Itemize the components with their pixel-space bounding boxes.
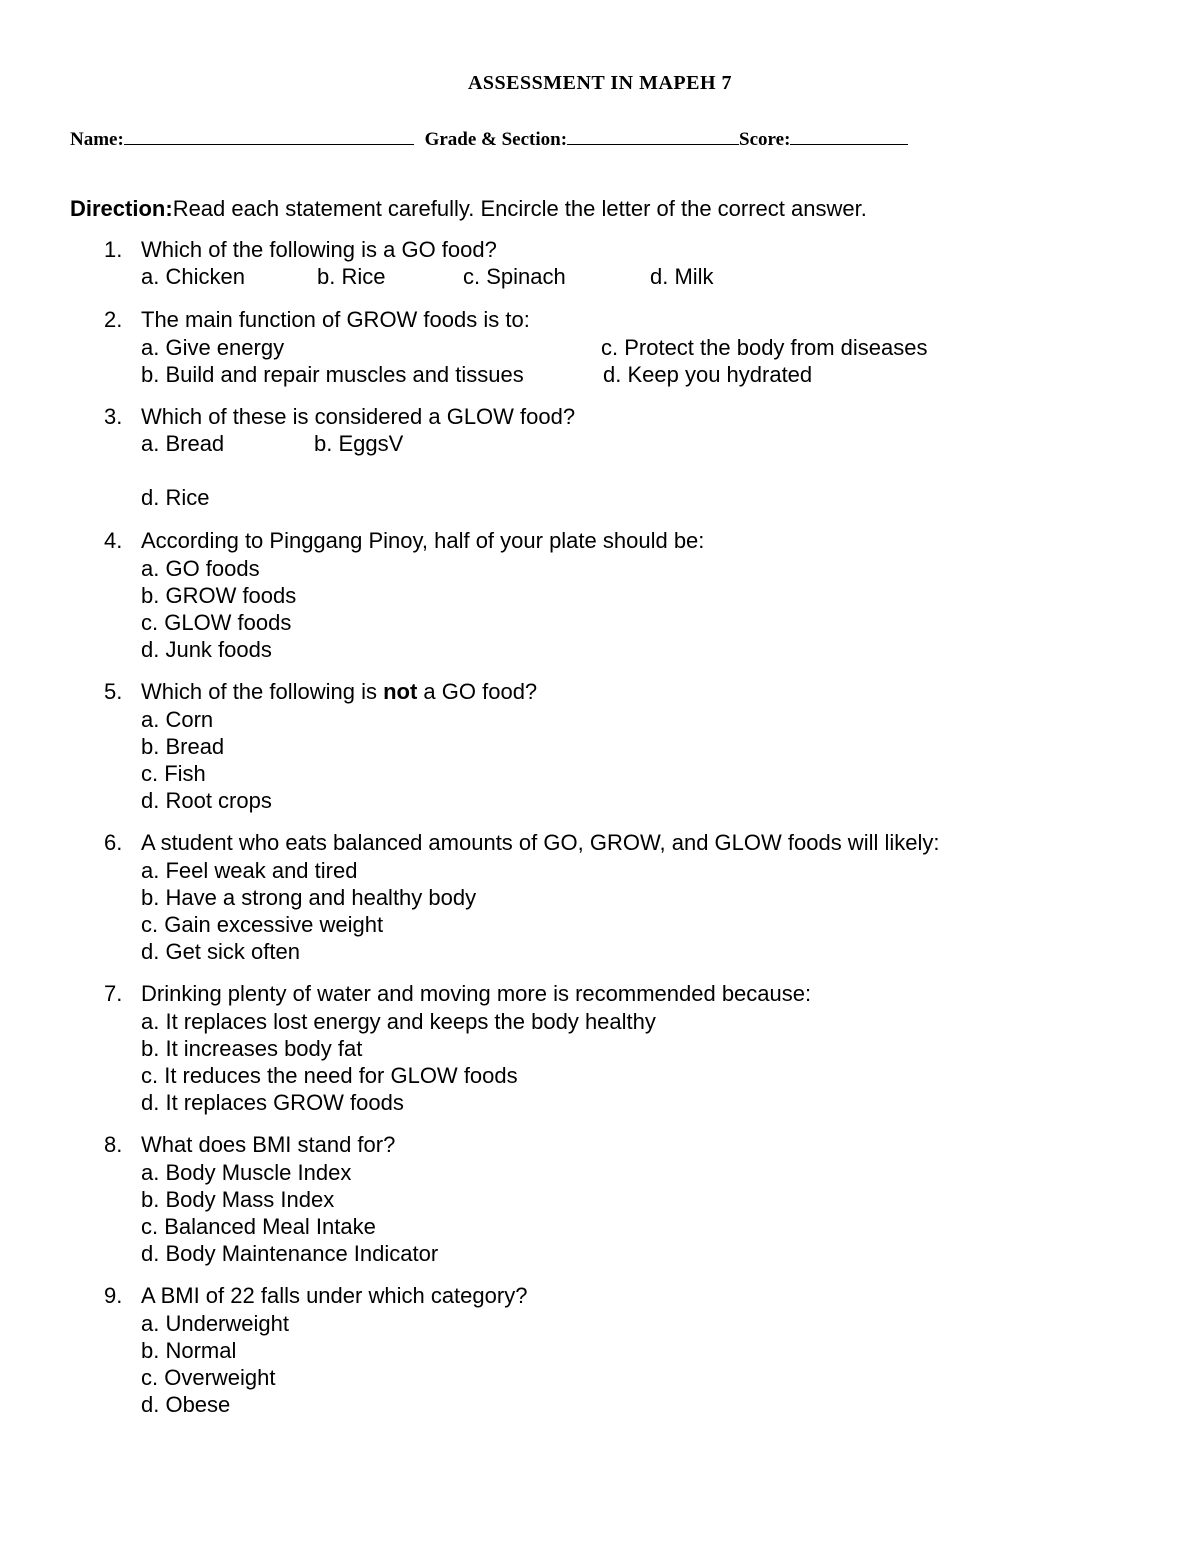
question-number: 9. (104, 1283, 123, 1308)
option-d[interactable]: d. Body Maintenance Indicator (141, 1241, 439, 1266)
question-number: 7. (104, 981, 123, 1006)
option-d[interactable]: d. Obese (141, 1392, 231, 1417)
question-number: 1. (104, 237, 123, 262)
option-d[interactable]: d. Root crops (141, 788, 272, 813)
direction-label: Direction: (70, 196, 173, 221)
question-text: A student who eats balanced amounts of GO, GROW, and GLOW foods will likely: (141, 830, 940, 855)
grade-section-blank[interactable] (567, 126, 739, 145)
option-b[interactable]: b. Normal (141, 1338, 237, 1363)
option-a[interactable]: a. Underweight (141, 1311, 289, 1336)
option-a[interactable]: a. GO foods (141, 556, 260, 581)
option-d[interactable]: d. Keep you hydrated (603, 362, 813, 387)
question-text: The main function of GROW foods is to: (141, 307, 530, 332)
option-c[interactable]: c. Overweight (141, 1365, 276, 1390)
question-text: What does BMI stand for? (141, 1132, 396, 1157)
option-b[interactable]: b. EggsV (314, 431, 404, 456)
option-b[interactable]: b. Rice (317, 264, 386, 289)
option-a[interactable]: a. Chicken (141, 264, 245, 289)
question-number: 4. (104, 528, 123, 553)
option-d[interactable]: d. Junk foods (141, 637, 272, 662)
option-a[interactable]: a. Give energy (141, 335, 285, 360)
score-blank[interactable] (790, 126, 908, 145)
question-number: 8. (104, 1132, 123, 1157)
question-text: According to Pinggang Pinoy, half of your plate should be: (141, 528, 705, 553)
option-c[interactable]: c. Spinach (463, 264, 566, 289)
option-b[interactable]: b. Bread (141, 734, 225, 759)
option-d[interactable]: d. Rice (141, 485, 210, 510)
question-number: 6. (104, 830, 123, 855)
option-d[interactable]: d. Get sick often (141, 939, 300, 964)
student-info-fields (70, 126, 908, 151)
question-text: Which of these is considered a GLOW food? (141, 404, 576, 429)
question-number: 5. (104, 679, 123, 704)
emphasis-not: not (383, 679, 418, 704)
option-d[interactable]: d. It replaces GROW foods (141, 1090, 404, 1115)
option-b[interactable]: b. Have a strong and healthy body (141, 885, 477, 910)
option-a[interactable]: a. Corn (141, 707, 214, 732)
question-text: Drinking plenty of water and moving more is recommended because: (141, 981, 812, 1006)
direction-text: Read each statement carefully. Encircle the letter of the correct answer. (172, 196, 867, 221)
page-title: ASSESSMENT IN MAPEH 7 (467, 72, 733, 94)
option-c[interactable]: c. Gain excessive weight (141, 912, 384, 937)
option-c[interactable]: c. GLOW foods (141, 610, 292, 635)
question-text: A BMI of 22 falls under which category? (141, 1283, 528, 1308)
option-a[interactable]: a. Bread (141, 431, 225, 456)
option-d[interactable]: d. Milk (650, 264, 714, 289)
question-number: 3. (104, 404, 123, 429)
option-c[interactable]: c. Fish (141, 761, 206, 786)
option-a[interactable]: a. Feel weak and tired (141, 858, 358, 883)
option-a[interactable]: a. Body Muscle Index (141, 1160, 352, 1185)
name-label: Name: (70, 129, 124, 150)
option-c[interactable]: c. Protect the body from diseases (601, 335, 928, 360)
option-a[interactable]: a. It replaces lost energy and keeps the body healthy (141, 1009, 656, 1034)
option-b[interactable]: b. It increases body fat (141, 1036, 363, 1061)
option-b[interactable]: b. Build and repair muscles and tissues (141, 362, 524, 387)
question-text: Which of the following is not a GO food? (141, 679, 538, 704)
option-c[interactable]: c. It reduces the need for GLOW foods (141, 1063, 518, 1088)
name-blank[interactable] (124, 126, 414, 145)
option-b[interactable]: b. GROW foods (141, 583, 297, 608)
grade-section-label: Grade & Section: (424, 129, 568, 150)
option-b[interactable]: b. Body Mass Index (141, 1187, 335, 1212)
score-label: Score: (739, 129, 791, 150)
direction (70, 196, 867, 222)
option-c[interactable]: c. Balanced Meal Intake (141, 1214, 376, 1239)
question-number: 2. (104, 307, 123, 332)
question-text: Which of the following is a GO food? (141, 237, 497, 262)
